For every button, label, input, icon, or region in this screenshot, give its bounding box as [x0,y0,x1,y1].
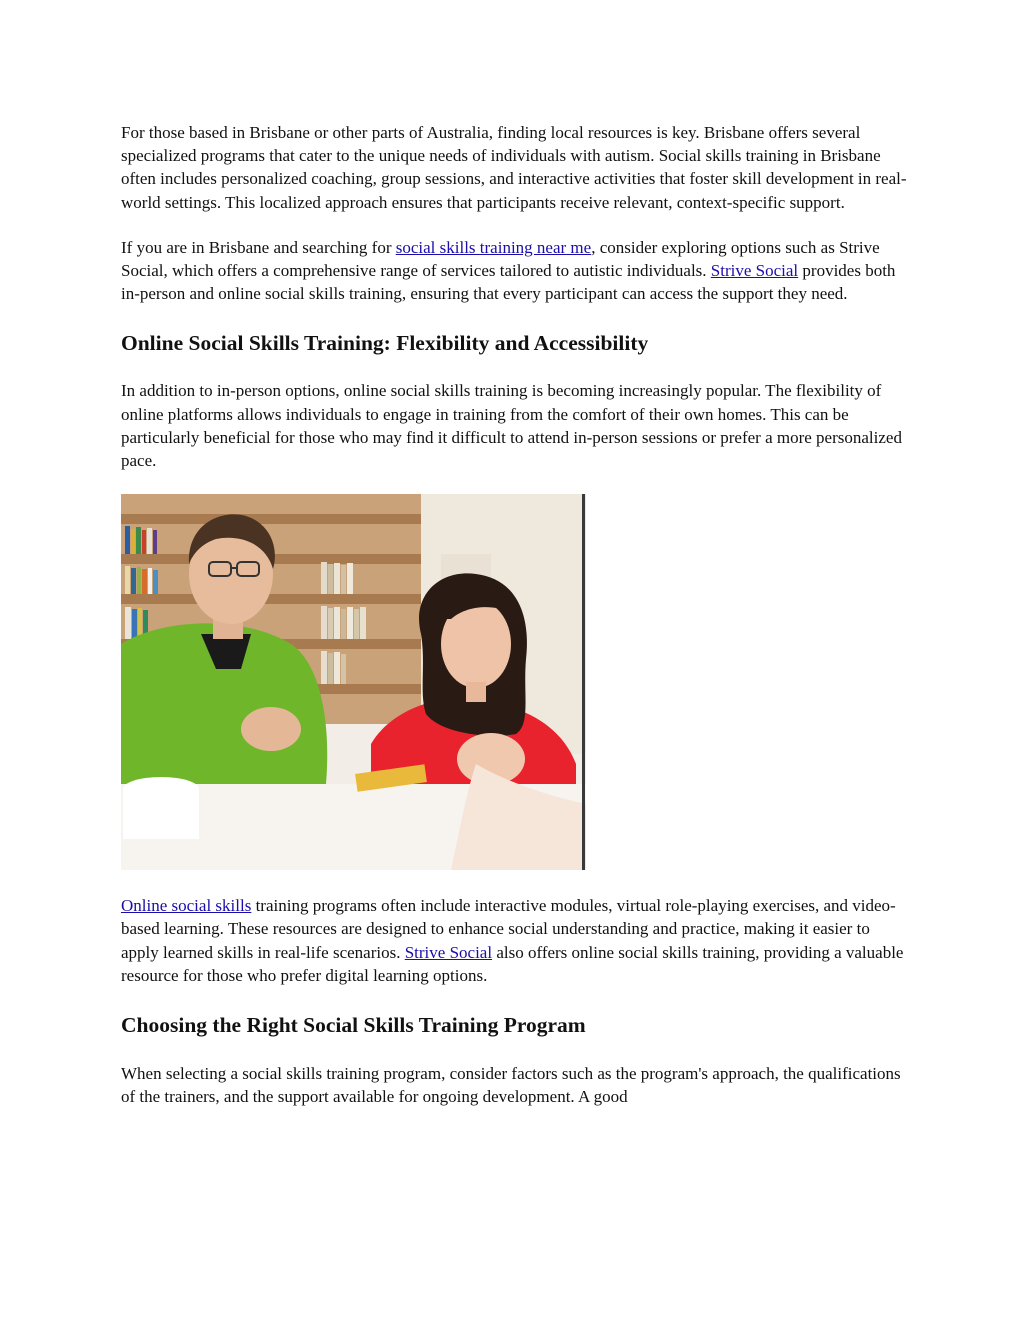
text-run: provides both in-person and online social skills training, ensuring that every participant can access the support they need. [121,261,896,304]
paragraph-online-options: In addition to in-person options, online social skills training is becoming increasingly popular. The flexibility of online platforms allows individuals to engage in training from the comfort of their own homes. This can be particularly beneficial for those who may find it difficult to attend in-person sessions or prefer a more personalized pace. [121,381,902,471]
document-page [121,121,911,1108]
link-online-social-skills[interactable]: Online social skills [121,896,252,916]
paragraph-selecting-program: When selecting a social skills training program, consider factors such as the program's approach, the qualifications of the trainers, and the support available for ongoing development. A good [121,1064,901,1107]
text-run: training programs often include interactive modules, virtual role-playing exercises, and video-based learning. These resources are designed to enhance social understanding and practice, making it easier to apply learned skills in real-life scenarios. [121,896,896,962]
heading-choosing-program: Choosing the Right Social Skills Training Program [121,1013,586,1038]
text-run: If you are in Brisbane and searching for [121,237,396,257]
photo-illustration [121,494,586,870]
heading-online-training: Online Social Skills Training: Flexibility and Accessibility [121,331,649,356]
paragraph-online-programs [121,894,911,987]
text-run: , consider exploring options such as Strive Social, which offers a comprehensive range of services tailored to autistic individuals. [121,237,880,281]
photo-two-people-at-table [121,494,586,870]
link-social-skills-training-near-me[interactable]: social skills training near me [395,237,592,257]
text-run: also offers online social skills training, providing a valuable resource for those who prefer digital learning options. [121,942,904,985]
link-strive-social[interactable]: Strive Social [710,261,799,281]
paragraph-brisbane-search [121,236,911,306]
paragraph-brisbane-resources: For those based in Brisbane or other parts of Australia, finding local resources is key. Brisbane offers several specialized programs that cater to the unique needs of individuals with autism. Social skills training in Brisbane often includes personalized coaching, group sessions, and interactive activities that foster skill development in real-world settings. This localized approach ensures that participants receive relevant, context-specific support. [121,123,907,212]
link-strive-social-2[interactable]: Strive Social [404,942,493,962]
